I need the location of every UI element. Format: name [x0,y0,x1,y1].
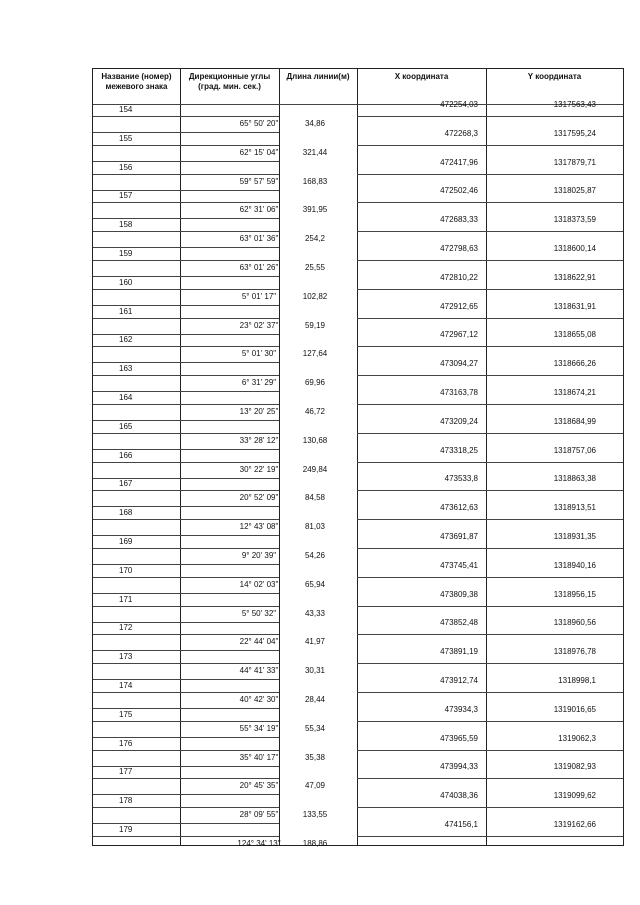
row-divider [357,490,623,491]
row-divider [93,449,279,450]
y-coordinate: 1318684,99 [553,416,596,426]
direction-angle: 14° 02' 03" [239,579,279,589]
row-divider [93,663,279,664]
row-divider [93,116,279,117]
row-divider [93,708,279,709]
row-divider [357,663,623,664]
row-divider [357,404,623,405]
direction-angle: 63° 01' 36" [239,234,279,244]
point-number: 158 [119,220,133,230]
point-number: 156 [119,162,133,172]
point-number: 170 [119,565,133,575]
line-length: 55,34 [304,723,326,733]
y-coordinate: 1318674,21 [553,388,596,397]
point-number: 159 [119,249,133,258]
row-divider [357,519,623,520]
point-number: 176 [119,738,133,748]
row-divider [93,807,279,808]
line-length: 391,95 [302,205,328,215]
row-divider [93,548,279,549]
row-divider [93,750,279,751]
line-length: 188,86 [302,839,328,848]
row-divider [93,420,279,421]
row-divider [93,433,279,434]
x-coordinate: 472810,22 [440,272,478,282]
point-number: 164 [119,393,133,402]
row-divider [93,836,279,837]
y-coordinate: 1319099,62 [553,791,596,801]
point-number: 179 [119,825,133,834]
row-divider [93,721,279,722]
x-coordinate: 473163,78 [440,388,478,397]
line-length: 34,86 [304,119,326,128]
row-divider [357,548,623,549]
row-divider [93,260,279,261]
direction-angle: 35° 40' 17" [239,752,279,762]
direction-angle: 23° 02' 37" [239,320,279,330]
direction-angle: 5° 50' 32" [241,608,277,618]
row-divider [93,593,279,594]
row-divider [93,737,279,738]
line-length: 59,19 [304,320,326,330]
row-divider [93,218,279,219]
header-y: Y координата [527,72,582,81]
row-divider [357,260,623,261]
x-coordinate: 474156,1 [444,820,478,829]
line-length: 249,84 [302,464,328,474]
row-divider [357,346,623,347]
x-coordinate: 473318,25 [440,445,478,455]
x-coordinate: 473612,63 [440,503,478,513]
direction-angle: 44° 41' 33" [239,666,279,676]
point-number: 155 [119,133,133,143]
y-coordinate: 1319016,65 [553,704,596,714]
point-number: 174 [119,681,133,690]
row-divider [93,391,279,392]
point-number: 172 [119,623,133,633]
point-number: 167 [119,479,133,489]
line-length: 81,03 [304,522,326,532]
direction-angle: 5° 01' 30" [241,349,277,359]
line-length: 102,82 [302,291,328,301]
y-coordinate: 1317879,71 [553,157,596,167]
x-coordinate: 473209,24 [440,416,478,426]
row-divider [357,634,623,635]
point-number: 154 [119,105,133,114]
row-divider [93,535,279,536]
direction-angle: 9° 20' 39" [241,551,277,560]
direction-angle: 6° 31' 29" [241,378,277,388]
y-coordinate: 1318913,51 [553,503,596,513]
point-number: 178 [119,796,133,806]
point-number: 162 [119,335,133,345]
y-coordinate: 1318998,1 [558,676,596,685]
line-length: 28,44 [304,695,326,704]
column-divider [180,69,181,845]
row-divider [357,202,623,203]
point-number: 175 [119,709,133,719]
row-divider [357,231,623,232]
direction-angle: 30° 22' 19" [239,464,279,474]
point-number: 173 [119,652,133,662]
row-divider [93,577,279,578]
row-divider [357,807,623,808]
row-divider [357,778,623,779]
point-number: 169 [119,537,133,546]
x-coordinate: 473691,87 [440,532,478,541]
row-divider [93,622,279,623]
y-coordinate: 1318631,91 [553,301,596,311]
row-divider [93,519,279,520]
line-length: 41,97 [304,637,326,647]
row-divider [93,174,279,175]
direction-angle: 55° 34' 19" [239,723,279,733]
row-divider [93,564,279,565]
row-divider [93,190,279,191]
direction-angle: 63° 01' 26" [239,263,279,272]
row-divider [357,116,623,117]
line-length: 47,09 [304,781,326,791]
y-coordinate: 1318600,14 [553,244,596,253]
direction-angle: 22° 44' 04" [239,637,279,647]
line-length: 43,33 [304,608,326,618]
direction-angle: 65° 50' 20" [239,119,279,128]
header-name: Название (номер) межевого знака [101,72,172,91]
row-divider [93,506,279,507]
row-divider [93,404,279,405]
x-coordinate: 473809,38 [440,589,478,599]
line-length: 69,96 [304,378,326,388]
y-coordinate: 1318863,38 [553,474,596,484]
line-length: 65,94 [304,579,326,589]
y-coordinate: 1318655,08 [553,330,596,340]
line-length: 127,64 [302,349,328,359]
x-coordinate: 472268,3 [444,128,478,138]
x-coordinate: 473994,33 [440,762,478,772]
direction-angle: 40° 42' 30" [239,695,279,704]
direction-angle: 62° 15' 04" [239,147,279,157]
direction-angle: 33° 28' 12" [239,435,279,445]
line-length: 254,2 [304,234,326,244]
point-number: 165 [119,421,133,431]
row-divider [93,362,279,363]
row-divider [93,334,279,335]
direction-angle: 20° 45' 35" [239,781,279,791]
row-divider [93,161,279,162]
line-length: 25,55 [304,263,326,272]
row-divider [93,318,279,319]
x-coordinate: 472417,96 [440,157,478,167]
direction-angle: 28° 09' 55" [239,810,279,820]
column-divider [486,69,487,845]
row-divider [93,650,279,651]
row-divider [357,289,623,290]
direction-angle: 20° 52' 09" [239,493,279,503]
direction-angle: 62° 31' 06" [239,205,279,215]
direction-angle: 13° 20' 25" [239,407,279,416]
x-coordinate: 473852,48 [440,618,478,628]
point-number: 171 [119,594,133,604]
y-coordinate: 1318666,26 [553,359,596,369]
direction-angle: 12° 43' 08" [239,522,279,532]
row-divider [93,346,279,347]
row-divider [357,145,623,146]
y-coordinate: 1318931,35 [553,532,596,541]
x-coordinate: 473533,8 [444,474,478,484]
row-divider [357,433,623,434]
row-divider [93,823,279,824]
row-divider [93,289,279,290]
row-divider [357,692,623,693]
line-length: 168,83 [302,176,328,186]
line-length: 84,58 [304,493,326,503]
x-coordinate: 473965,59 [440,733,478,743]
row-divider [93,375,279,376]
row-divider [93,692,279,693]
x-coordinate: 473745,41 [440,560,478,570]
x-coordinate: 472683,33 [440,215,478,225]
x-coordinate: 472967,12 [440,330,478,340]
x-coordinate: 473912,74 [440,676,478,685]
point-number: 163 [119,364,133,374]
point-number: 160 [119,277,133,287]
line-length: 35,38 [304,752,326,762]
header-length: Длина линии(м) [286,72,350,81]
coordinates-table [92,68,624,846]
row-divider [357,836,623,837]
x-coordinate: 473094,27 [440,359,478,369]
row-divider [357,721,623,722]
row-divider [93,778,279,779]
y-coordinate: 1318940,16 [553,560,596,570]
row-divider [357,606,623,607]
row-divider [93,634,279,635]
direction-angle: 5° 01' 17" [241,291,277,301]
y-coordinate: 1318373,59 [553,215,596,225]
line-length: 321,44 [302,147,328,157]
row-divider [93,478,279,479]
row-divider [93,606,279,607]
row-divider [357,462,623,463]
point-number: 161 [119,306,133,316]
point-number: 166 [119,450,133,460]
x-coordinate: 472254,03 [440,100,478,109]
point-number: 168 [119,508,133,518]
direction-angle: 59° 57' 59" [239,176,279,186]
y-coordinate: 1318976,78 [553,647,596,657]
row-divider [357,318,623,319]
row-divider [93,202,279,203]
y-coordinate: 1318956,15 [553,589,596,599]
x-coordinate: 473934,3 [444,704,478,714]
header-angle: Дирекционные углы (град. мин. сек.) [188,72,271,91]
row-divider [93,462,279,463]
row-divider [357,375,623,376]
row-divider [93,794,279,795]
y-coordinate: 1317563,43 [553,100,596,109]
row-divider [93,766,279,767]
row-divider [93,679,279,680]
line-length: 133,55 [302,810,328,820]
y-coordinate: 1319082,93 [553,762,596,772]
x-coordinate: 472502,46 [440,186,478,196]
y-coordinate: 1319062,3 [558,733,596,743]
row-divider [357,750,623,751]
x-coordinate: 474038,36 [440,791,478,801]
line-length: 130,68 [302,435,328,445]
direction-angle: 124° 34' 13" [237,839,281,848]
header-x: X координата [394,72,449,81]
row-divider [93,132,279,133]
line-length: 54,26 [304,551,326,560]
y-coordinate: 1318757,06 [553,445,596,455]
line-length: 30,31 [304,666,326,676]
row-divider [357,577,623,578]
y-coordinate: 1318960,56 [553,618,596,628]
y-coordinate: 1317595,24 [553,128,596,138]
row-divider [357,174,623,175]
x-coordinate: 473891,19 [440,647,478,657]
y-coordinate: 1319162,66 [553,820,596,829]
x-coordinate: 472798,63 [440,244,478,253]
row-divider [93,145,279,146]
row-divider [93,231,279,232]
column-divider [357,69,358,845]
point-number: 177 [119,767,133,777]
row-divider [93,305,279,306]
row-divider [93,276,279,277]
y-coordinate: 1318025,87 [553,186,596,196]
row-divider [93,247,279,248]
x-coordinate: 472912,65 [440,301,478,311]
y-coordinate: 1318622,91 [553,272,596,282]
line-length: 46,72 [304,407,326,416]
row-divider [93,490,279,491]
point-number: 157 [119,191,133,201]
